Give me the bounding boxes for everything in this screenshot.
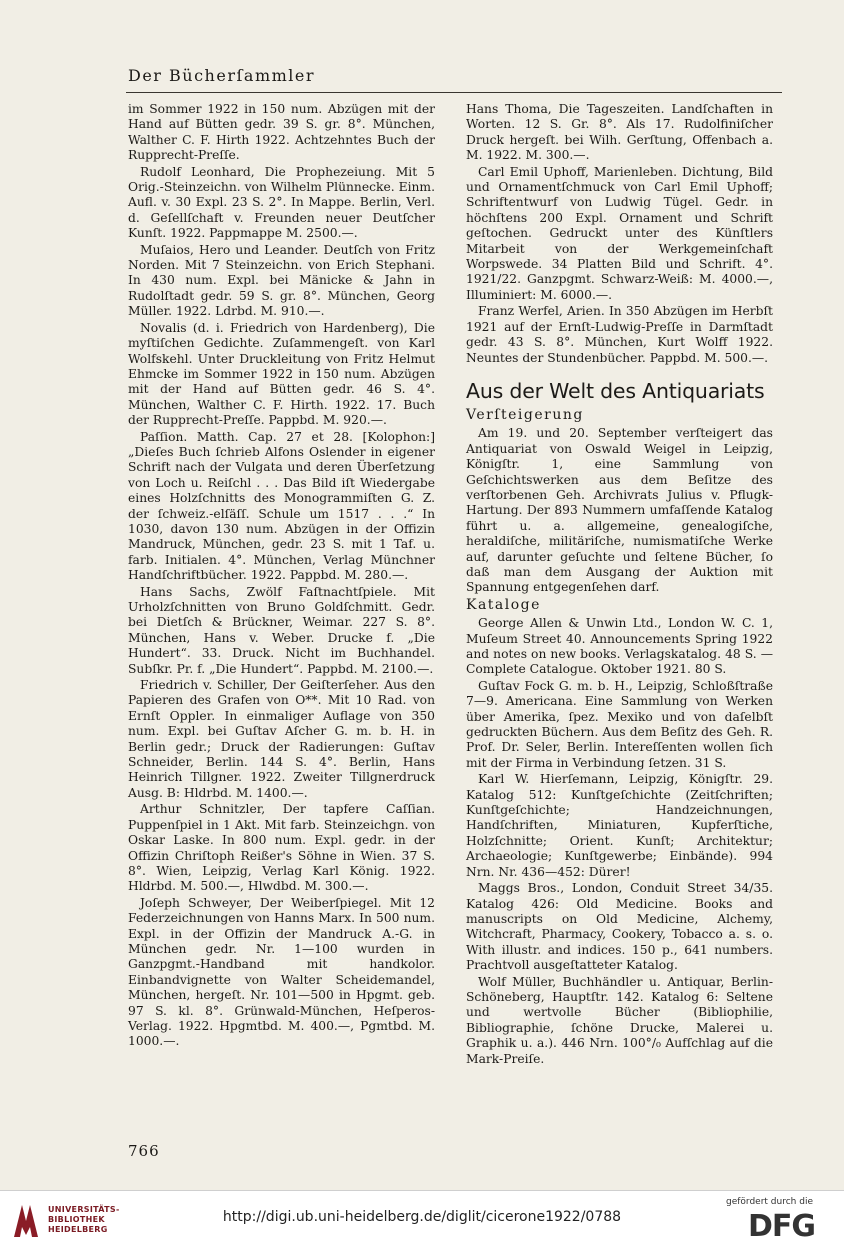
catalogue-entry: Karl W. Hierſemann, Leipzig, Königſtr. 29. Katalog 512: Kunſtgeſchichte (Zeitſchriften; Kunſtgeſchichte; Handzeichnungen, Handſchriften, Miniaturen, Kupferſtiche, Holzſchnitte; Orient. Kunſt; Architektur; Archaeologie; Kunſtgewerbe; Einbände). 994 Nrn. Nr. 436—452: Dürer! — [466, 772, 773, 879]
subsection-heading-auction: Verſteigerung — [466, 406, 584, 423]
header-rule — [126, 92, 782, 93]
paragraph: Hans Sachs, Zwölf Faſtnachtſpiele. Mit Urholzſchnitten von Bruno Goldſchmitt. Gedr. bei Dietſch & Brückner, Weimar. 227 S. 8°. München, Hans v. Weber. Drucke f. „Die Hundert“. 33. Druck. Nicht im Buchhandel. Subſkr. Pr. f. „Die Hundert“. Pappbd. M. 2100.—. — [128, 584, 435, 676]
paragraph: Friedrich v. Schiller, Der Geiſterſeher. Aus den Papieren des Grafen von O**. Mit 10 Rad. von Ernſt Oppler. In einmaliger Auflage von 350 num. Expl. bei Guſtav Aſcher G. m. b. H. in Berlin gedr.; Druck der Radierungen: Guſtav Schneider, Berlin. 144 S. 4°. Berlin, Hans Heinrich Tillgner. 1922. Zweiter Tillgnerdruck Ausg. B: Hldrbd. M. 1400.—. — [128, 678, 435, 800]
page-number: 766 — [128, 1142, 160, 1160]
auction-paragraph: Am 19. und 20. September verſteigert das Antiquariat von Oswald Weigel in Leipzig, Königſtr. 1, eine Sammlung von Geſchichtswerken aus dem Beſitze des verſtorbenen Geh. Archivrats Julius v. Pflugk-Hartung. Der 893 Nummern umfaſſende Katalog führt u. a. allgemeine, genealogiſche, heraldiſche, militäriſche, numismatiſche Werke auf, darunter geſuchte und ſeltene Bücher, ſo daß man dem Ausgang der Auktion mit Spannung entgegenſehen darf. — [466, 426, 773, 595]
catalogue-entry: Maggs Bros., London, Conduit Street 34/35. Katalog 426: Old Medicine. Books and manuscripts on Old Medicine, Alchemy, Witchcraft, Pharmacy, Cookery, Tobacco a. s. o. With illustr. and indices. 150 p., 641 numbers. Prachtvoll ausgeſtatteter Katalog. — [466, 881, 773, 973]
logo-line: HEIDELBERG — [48, 1225, 108, 1234]
catalogue-entry: Guſtav Fock G. m. b. H., Leipzig, Schloßſtraße 7—9. Americana. Eine Sammlung von Werken über Amerika, ſpez. Mexiko und von daſelbſt gedruckten Büchern. Aus dem Beſitz des Geh. R. Prof. Dr. Seler, Berlin. Intereſſenten wollen ſich mit der Firma in Verbindung ſetzen. 31 S. — [466, 678, 773, 770]
paragraph: im Sommer 1922 in 150 num. Abzügen mit der Hand auf Bütten gedr. 39 S. gr. 8°. München, Walther C. F. Hirth 1922. Achtzehntes Buch der Rupprecht-Preſſe. — [128, 102, 435, 163]
logo-line: UNIVERSITÄTS- — [48, 1205, 120, 1214]
permalink-url[interactable]: http://digi.ub.uni-heidelberg.de/diglit/cicerone1922/0788 — [222, 1209, 622, 1225]
subsection-heading-catalogues: Kataloge — [466, 596, 541, 613]
paragraph: Carl Emil Uphoff, Marienleben. Dichtung, Bild und Ornamentſchmuck von Carl Emil Uphoff; Schriftentwurf von Ludwig Tügel. Gedr. in höchſtens 200 Expl. Ornament und Schrift geſtochen. Gedruckt unter des Künſtlers Mitarbeit von der Werkgemeinſchaft Worpswede. 34 Platten Bild und Schrift. 4°. 1921/22. Ganzpgmt. Schwarz-Weiß: M. 4000.—, Illuminiert: M. 6000.—. — [466, 164, 773, 302]
section-heading: Aus der Welt des Antiquariats — [466, 378, 765, 403]
paragraph: Joſeph Schweyer, Der Weiberſpiegel. Mit 12 Federzeichnungen von Hanns Marx. In 500 num. Expl. in der Offizin der Mandruck A.-G. in München gedr. Nr. 1—100 wurden in Ganzpgmt.-Handband mit handkolor. Einbandvignette von Walter Scheidemandel, München, hergeſt. Nr. 101—500 in Hpgmt. geb. 97 S. kl. 8°. Grünwald-München, Heſperos-Verlag. 1922. Hpgmtbd. M. 400.—, Pgmtbd. M. 1000.—. — [128, 895, 435, 1049]
paragraph: Franz Werfel, Arien. In 350 Abzügen im Herbſt 1921 auf der Ernſt-Ludwig-Preſſe in Darmſtadt gedr. 43 S. 8°. München, Kurt Wolff 1922. Neuntes der Stundenbücher. Pappbd. M. 500.—. — [466, 304, 773, 365]
catalogue-entry: George Allen & Unwin Ltd., London W. C. 1, Muſeum Street 40. Announcements Spring 1922 and notes on new books. Verlagskatalog. 48 S. — Complete Catalogue. Oktober 1921. 80 S. — [466, 616, 773, 677]
left-column — [128, 102, 435, 1051]
paragraph: Rudolf Leonhard, Die Prophezeiung. Mit 5 Orig.-Steinzeichn. von Wilhelm Plünnecke. Einm. Aufl. v. 30 Expl. 23 S. 2°. In Mappe. Berlin, Verl. d. Geſellſchaft v. Freunden neuer Deutſcher Kunſt. 1922. Pappmappe M. 2500.—. — [128, 164, 435, 241]
footer-bar — [0, 1190, 844, 1250]
running-head: Der Bücherſammler — [128, 66, 316, 85]
catalogue-entry: Wolf Müller, Buchhändler u. Antiquar, Berlin-Schöneberg, Hauptſtr. 142. Katalog 6: Seltene und wertvolle Bücher (Bibliophilie, Bibliographie, ſchöne Drucke, Malerei u. Graphik u. a.). 446 Nrn. 100°/₀ Aufſchlag auf die Mark-Preiſe. — [466, 974, 773, 1066]
logo-line: BIBLIOTHEK — [48, 1215, 105, 1224]
paragraph: Arthur Schnitzler, Der tapfere Caſſian. Puppenſpiel in 1 Akt. Mit farb. Steinzeichgn. von Oskar Laske. In 800 num. Expl. gedr. in der Offizin Chriſtoph Reißer's Söhne in Wien. 37 S. 8°. Wien, Leipzig, Verlag Karl König. 1922. Hldrbd. M. 500.—, Hlwdbd. M. 300.—. — [128, 802, 435, 894]
paragraph: Muſaios, Hero und Leander. Deutſch von Fritz Norden. Mit 7 Steinzeichn. von Erich Stephani. In 430 num. Expl. bei Mänicke & Jahn in Rudolſtadt gedr. 59 S. gr. 8°. München, Georg Müller. 1922. Ldrbd. M. 910.—. — [128, 242, 435, 319]
paragraph: Novalis (d. i. Friedrich von Hardenberg), Die myſtiſchen Gedichte. Zuſammengeſt. von Karl Wolfskehl. Unter Druckleitung von Fritz Helmut Ehmcke im Sommer 1922 in 150 num. Abzügen mit der Hand auf Bütten gedr. 46 S. 4°. München, Walther C. F. Hirth. 1922. 17. Buch der Rupprecht-Preſſe. Pappbd. M. 920.—. — [128, 320, 435, 428]
right-column — [466, 102, 773, 1068]
paragraph: Hans Thoma, Die Tageszeiten. Landſchaften in Worten. 12 S. Gr. 8°. Als 17. Rudolfiniſcher Druck hergeſt. bei Wilh. Gerſtung, Offenbach a. M. 1922. M. 300.—. — [466, 102, 773, 163]
dfg-logo: DFG — [748, 1209, 816, 1244]
paragraph: Paſſion. Matth. Cap. 27 et 28. [Kolophon:] „Dieſes Buch ſchrieb Alfons Oslender in eigener Schrift nach der Vulgata und deren Überſetzung von Loch u. Reiſchl . . . Das Bild iſt Wiedergabe eines Holzſchnitts des Monogrammiſten G. Z. der ſchweiz.-elſäſſ. Schule um 1517 . . .“ In 1030, davon 130 num. Abzügen in der Offizin Mandruck, München, gedr. 23 S. mit 1 Taf. u. farb. Initialen. 4°. München, Verlag Münchner Handſchriftbücher. 1922. Pappbd. M. 280.—. — [128, 429, 435, 583]
funded-by-label: gefördert durch die — [726, 1197, 813, 1207]
